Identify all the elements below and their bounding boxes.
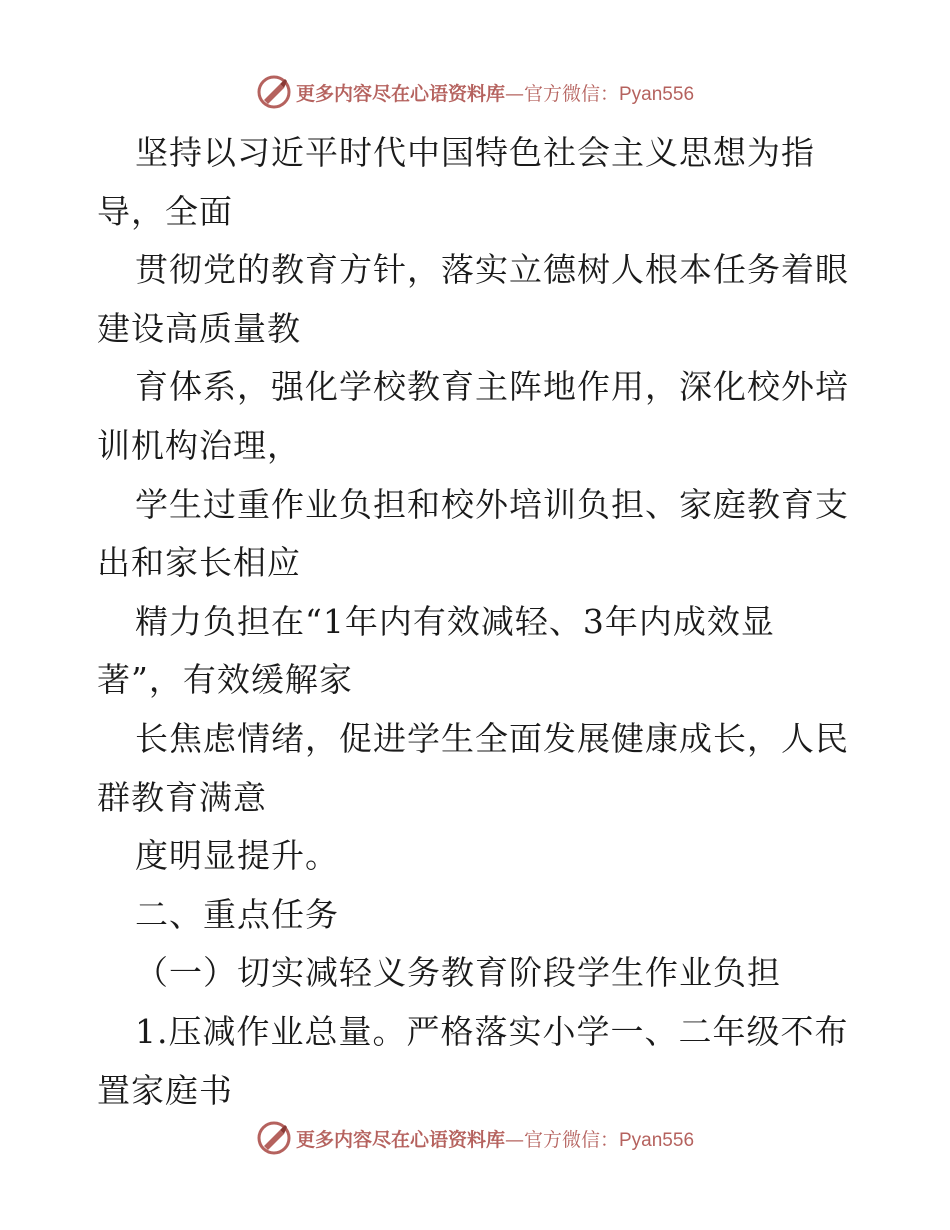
body-line: 导，全面	[97, 191, 233, 231]
body-line: 出和家长相应	[97, 543, 301, 583]
footer-banner-text	[296, 1125, 694, 1152]
document-body	[97, 124, 857, 1120]
body-line: 著”，有效缓解家	[97, 660, 353, 700]
body-line: 度明显提升。	[135, 836, 339, 876]
body-line: 建设高质量教	[97, 308, 301, 348]
body-line: 学生过重作业负担和校外培训负担、家庭教育支	[135, 484, 849, 524]
body-line: 群教育满意	[97, 777, 267, 817]
pen-logo-icon	[256, 74, 292, 110]
body-line: 贯彻党的教育方针，落实立德树人根本任务着眼	[135, 250, 849, 290]
subsection-heading: （一）切实减轻义务教育阶段学生作业负担	[135, 953, 781, 993]
body-line: 1.压减作业总量。严格落实小学一、二年级不布	[135, 1011, 849, 1051]
header-separator: —	[504, 82, 524, 105]
footer-contact-label: 官方微信：	[523, 1128, 619, 1151]
body-line: 训机构治理，	[97, 425, 301, 465]
footer-contact-id: Pyan556	[619, 1129, 695, 1151]
footer-separator: —	[504, 1128, 524, 1151]
body-line: 精力负担在“1年内有效减轻、3年内成效显	[135, 601, 775, 641]
body-line: 坚持以习近平时代中国特色社会主义思想为指	[135, 133, 815, 172]
footer-site-text: 更多内容尽在心语资料库	[295, 1128, 505, 1151]
header-site-text: 更多内容尽在心语资料库	[295, 82, 505, 105]
header-banner	[0, 72, 950, 112]
section-heading: 二、重点任务	[135, 894, 339, 934]
header-contact-id: Pyan556	[619, 83, 695, 105]
pen-logo-icon	[256, 1120, 292, 1156]
body-line: 置家庭书	[97, 1070, 233, 1110]
header-banner-text	[296, 79, 694, 106]
body-line: 长焦虑情绪，促进学生全面发展健康成长，人民	[135, 718, 849, 758]
body-line: 育体系，强化学校教育主阵地作用，深化校外培	[135, 367, 849, 407]
header-contact-label: 官方微信：	[523, 82, 619, 105]
footer-banner	[0, 1118, 950, 1158]
